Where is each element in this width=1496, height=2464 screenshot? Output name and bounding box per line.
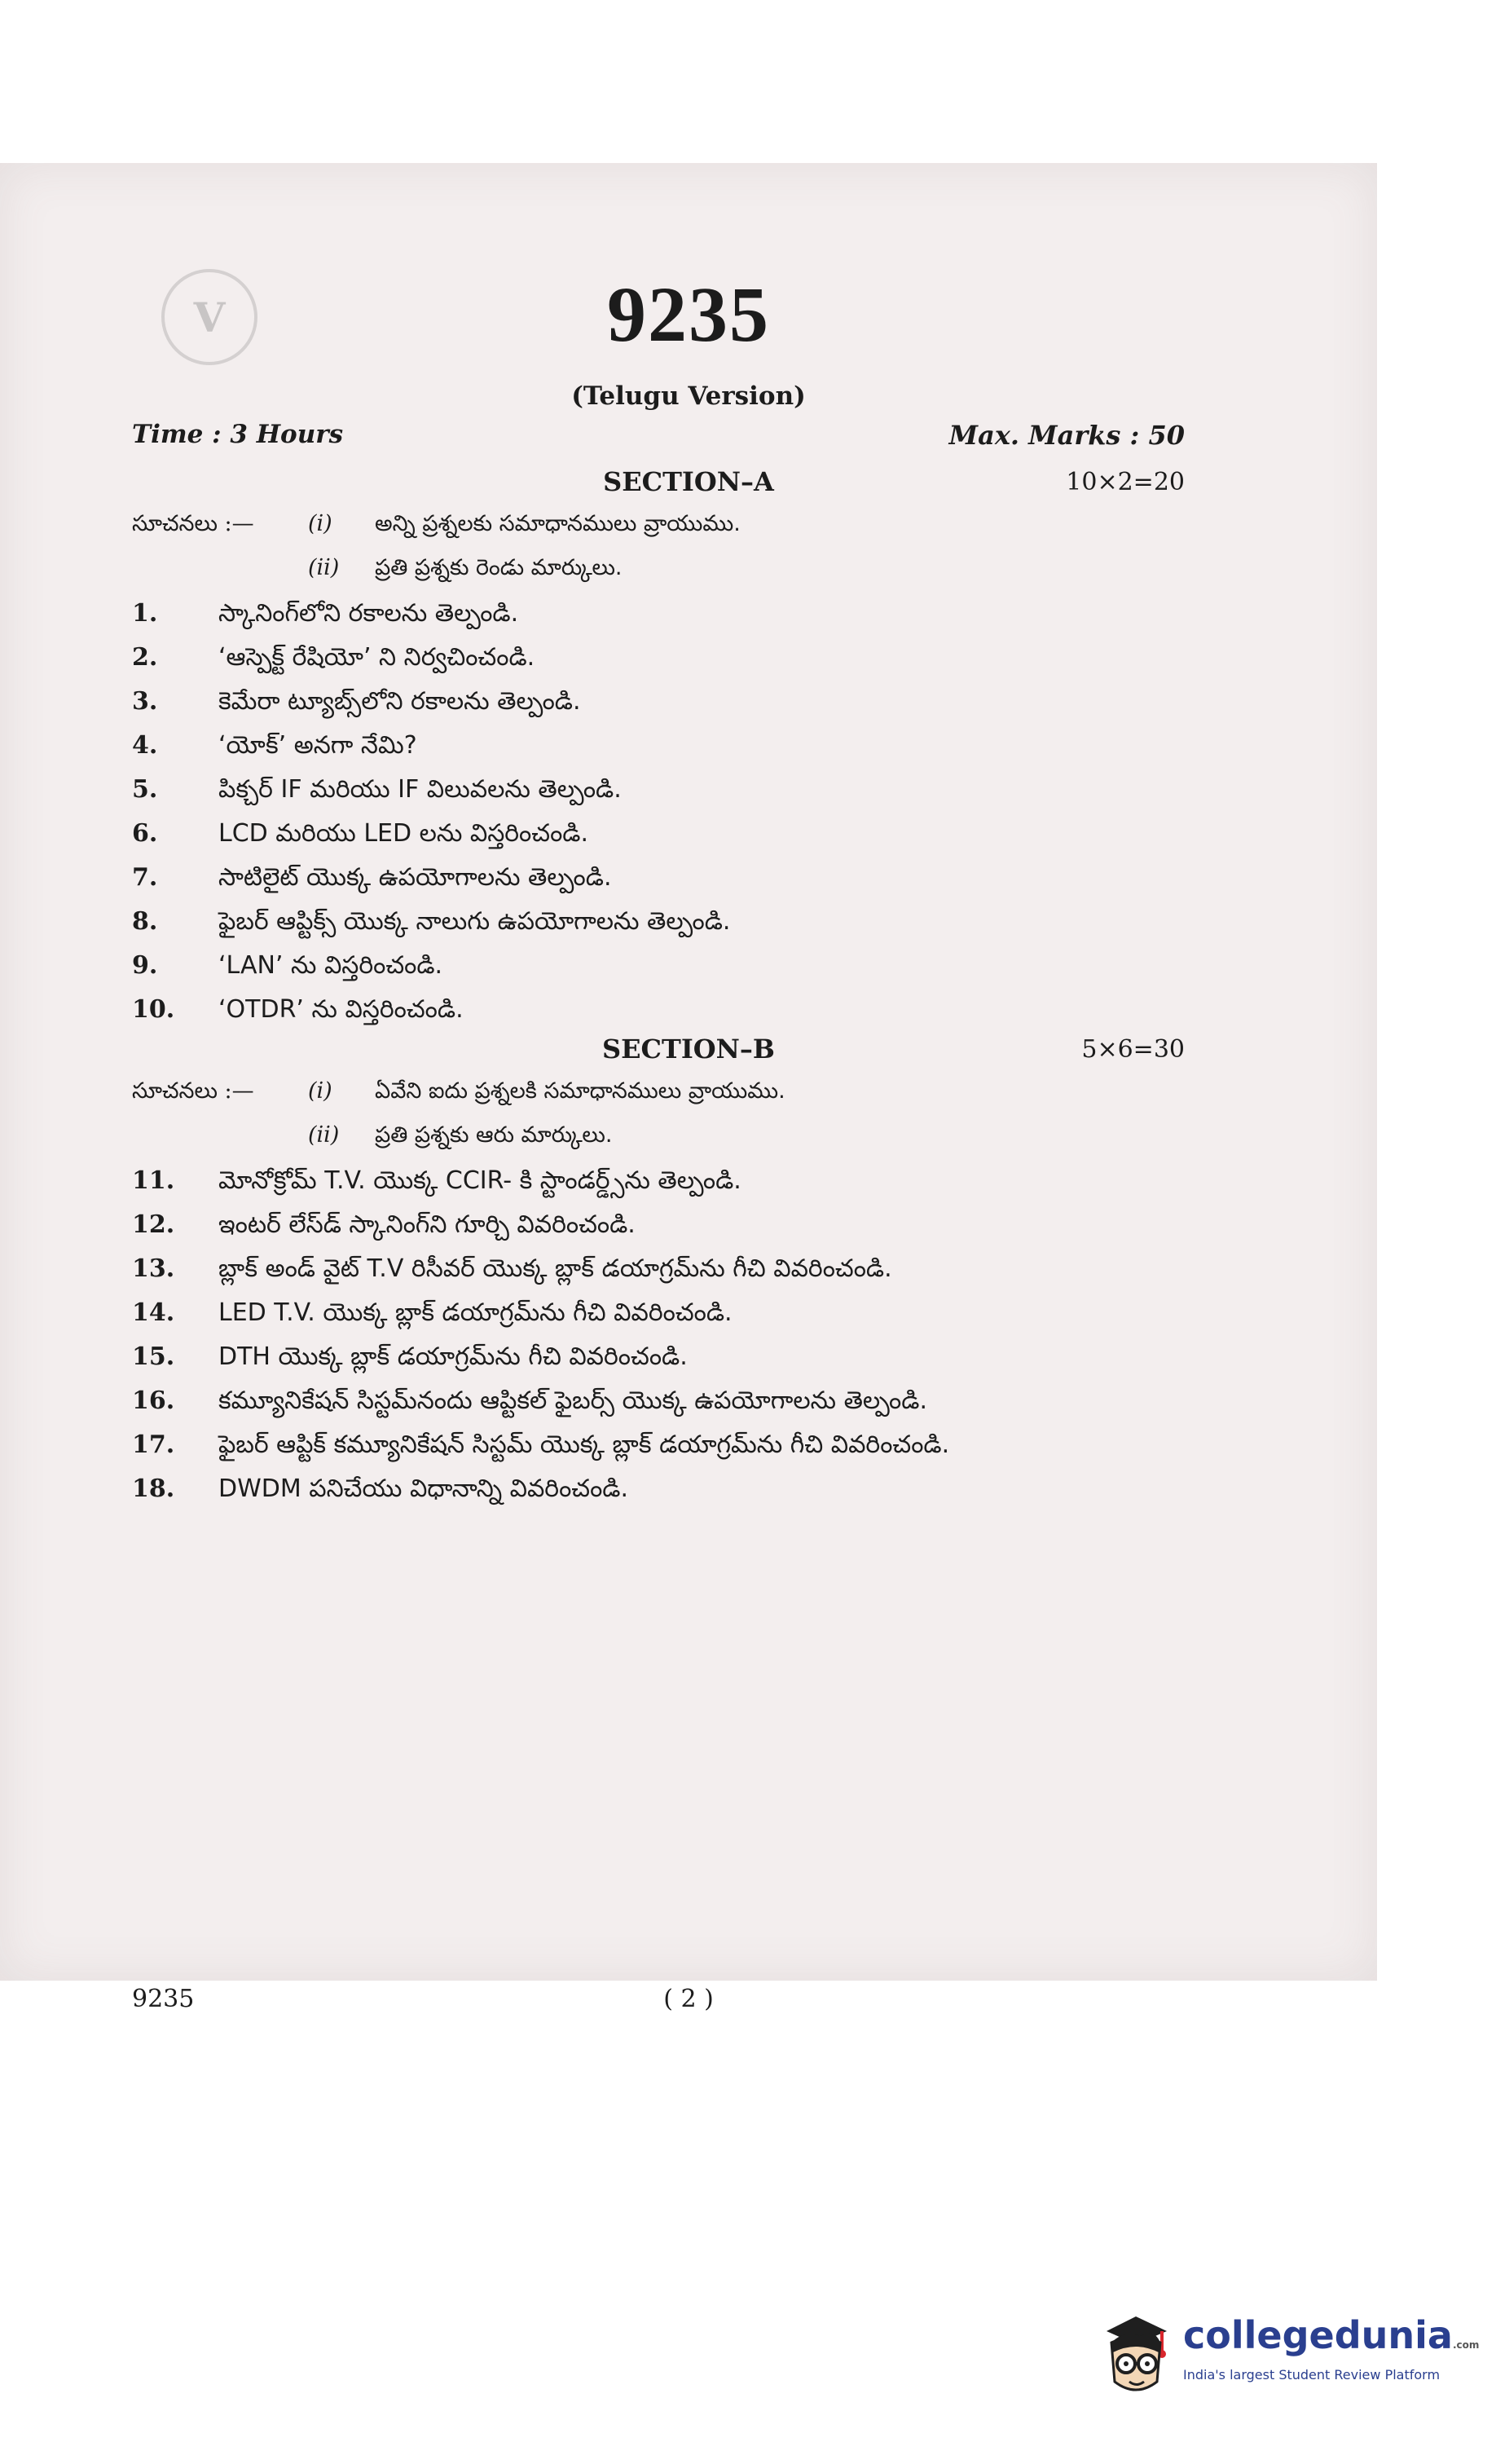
- question-number: 8.: [132, 907, 158, 936]
- mascot-icon: [1092, 2307, 1180, 2413]
- section-a-note-num: (ii): [308, 555, 340, 580]
- brand-tagline: India's largest Student Review Platform: [1183, 2367, 1441, 2382]
- question-number: 7.: [132, 863, 158, 892]
- section-a-score: 10×2=20: [1066, 468, 1185, 496]
- section-b-title: SECTION–B: [602, 1034, 775, 1065]
- paper-code: 9235: [607, 271, 770, 358]
- question-text: DTH యొక్క బ్లాక్ డయాగ్రమ్‌ను గీచి వివరించండి.: [218, 1342, 688, 1371]
- question-number: 17.: [132, 1430, 175, 1459]
- section-a-title: SECTION–A: [603, 466, 774, 497]
- question-text: ఫైబర్ ఆప్టిక్ కమ్యూనికేషన్ సిస్టమ్ యొక్క బ్లాక్ డయాగ్రమ్‌ను గీచి వివరించండి.: [218, 1430, 950, 1459]
- question-number: 1.: [132, 599, 158, 628]
- brand-domain-suffix: .com: [1452, 2339, 1480, 2351]
- question-number: 2.: [132, 643, 158, 672]
- question-text: LED T.V. యొక్క బ్లాక్ డయాగ్రమ్‌ను గీచి వివరించండి.: [218, 1298, 733, 1327]
- question-number: 5.: [132, 775, 158, 804]
- question-text: కమ్యూనికేషన్ సిస్టమ్‌నందు ఆప్టికల్ ఫైబర్స్ యొక్క ఉపయోగాలను తెల్పండి.: [218, 1386, 928, 1415]
- question-number: 9.: [132, 951, 158, 980]
- section-b-note-text: ఏవేని ఐదు ప్రశ్నలకి సమాధానములు వ్రాయుము.: [375, 1078, 785, 1104]
- question-text: ‘ఆస్పెక్ట్ రేషియో’ ని నిర్వచించండి.: [218, 643, 535, 672]
- question-number: 14.: [132, 1298, 175, 1327]
- question-text: సాటిలైట్ యొక్క ఉపయోగాలను తెల్పండి.: [218, 863, 612, 892]
- question-text: ఇంటర్ లేస్‌డ్ స్కానింగ్‌ని గూర్చి వివరించండి.: [218, 1210, 636, 1239]
- section-b-notes-label: సూచనలు :—: [132, 1078, 254, 1104]
- scanned-page: [0, 163, 1377, 2013]
- section-b-note-text: ప్రతి ప్రశ్నకు ఆరు మార్కులు.: [375, 1122, 613, 1148]
- question-number: 18.: [132, 1474, 175, 1503]
- question-text: ‘LAN’ ను విస్తరించండి.: [218, 951, 443, 980]
- footer-page-number: ( 2 ): [663, 1985, 714, 2013]
- question-text: ‘యోక్’ అనగా నేమి?: [218, 731, 417, 760]
- question-number: 16.: [132, 1386, 175, 1415]
- stamp-seal: V: [161, 269, 257, 365]
- section-b-score: 5×6=30: [1081, 1035, 1185, 1064]
- section-a-note-num: (i): [308, 511, 332, 536]
- question-number: 13.: [132, 1254, 175, 1283]
- section-b-note-num: (i): [308, 1078, 332, 1104]
- question-text: బ్లాక్ అండ్ వైట్ T.V రిసీవర్ యొక్క బ్లాక్ డయాగ్రమ్‌ను గీచి వివరించండి.: [218, 1254, 892, 1283]
- section-b-note-num: (ii): [308, 1122, 340, 1148]
- question-text: కెమేరా ట్యూబ్స్‌లోని రకాలను తెల్పండి.: [218, 687, 581, 716]
- question-number: 3.: [132, 687, 158, 716]
- question-number: 15.: [132, 1342, 175, 1371]
- question-number: 4.: [132, 731, 158, 760]
- question-text: ‘OTDR’ ను విస్తరించండి.: [218, 995, 464, 1024]
- section-a-note-text: ప్రతి ప్రశ్నకు రెండు మార్కులు.: [375, 555, 623, 580]
- brand-logo[interactable]: [1092, 2307, 1480, 2413]
- footer-paper-code: 9235: [132, 1985, 195, 2013]
- time-allowed: Time : 3 Hours: [132, 420, 344, 449]
- question-text: DWDM పనిచేయు విధానాన్ని వివరించండి.: [218, 1474, 629, 1503]
- question-number: 12.: [132, 1210, 175, 1239]
- question-number: 11.: [132, 1166, 175, 1195]
- question-number: 10.: [132, 995, 175, 1024]
- paper-version: (Telugu Version): [571, 381, 806, 411]
- question-text: మోనోక్రోమ్ T.V. యొక్క CCIR- కి స్టాండర్డ్స్‌ను తెల్పండి.: [218, 1166, 741, 1195]
- question-text: పిక్చర్ IF మరియు IF విలువలను తెల్పండి.: [218, 775, 622, 804]
- section-a-notes-label: సూచనలు :—: [132, 511, 254, 536]
- question-text: ఫైబర్ ఆప్టిక్స్ యొక్క నాలుగు ఉపయోగాలను తెల్పండి.: [218, 907, 731, 936]
- brand-name: collegedunia.com: [1183, 2313, 1480, 2357]
- question-text: స్కానింగ్‌లోని రకాలను తెల్పండి.: [218, 599, 519, 628]
- section-a-note-text: అన్ని ప్రశ్నలకు సమాధానములు వ్రాయుము.: [375, 511, 741, 536]
- question-number: 6.: [132, 819, 158, 848]
- max-marks: Max. Marks : 50: [948, 420, 1185, 451]
- question-text: LCD మరియు LED లను విస్తరించండి.: [218, 819, 589, 848]
